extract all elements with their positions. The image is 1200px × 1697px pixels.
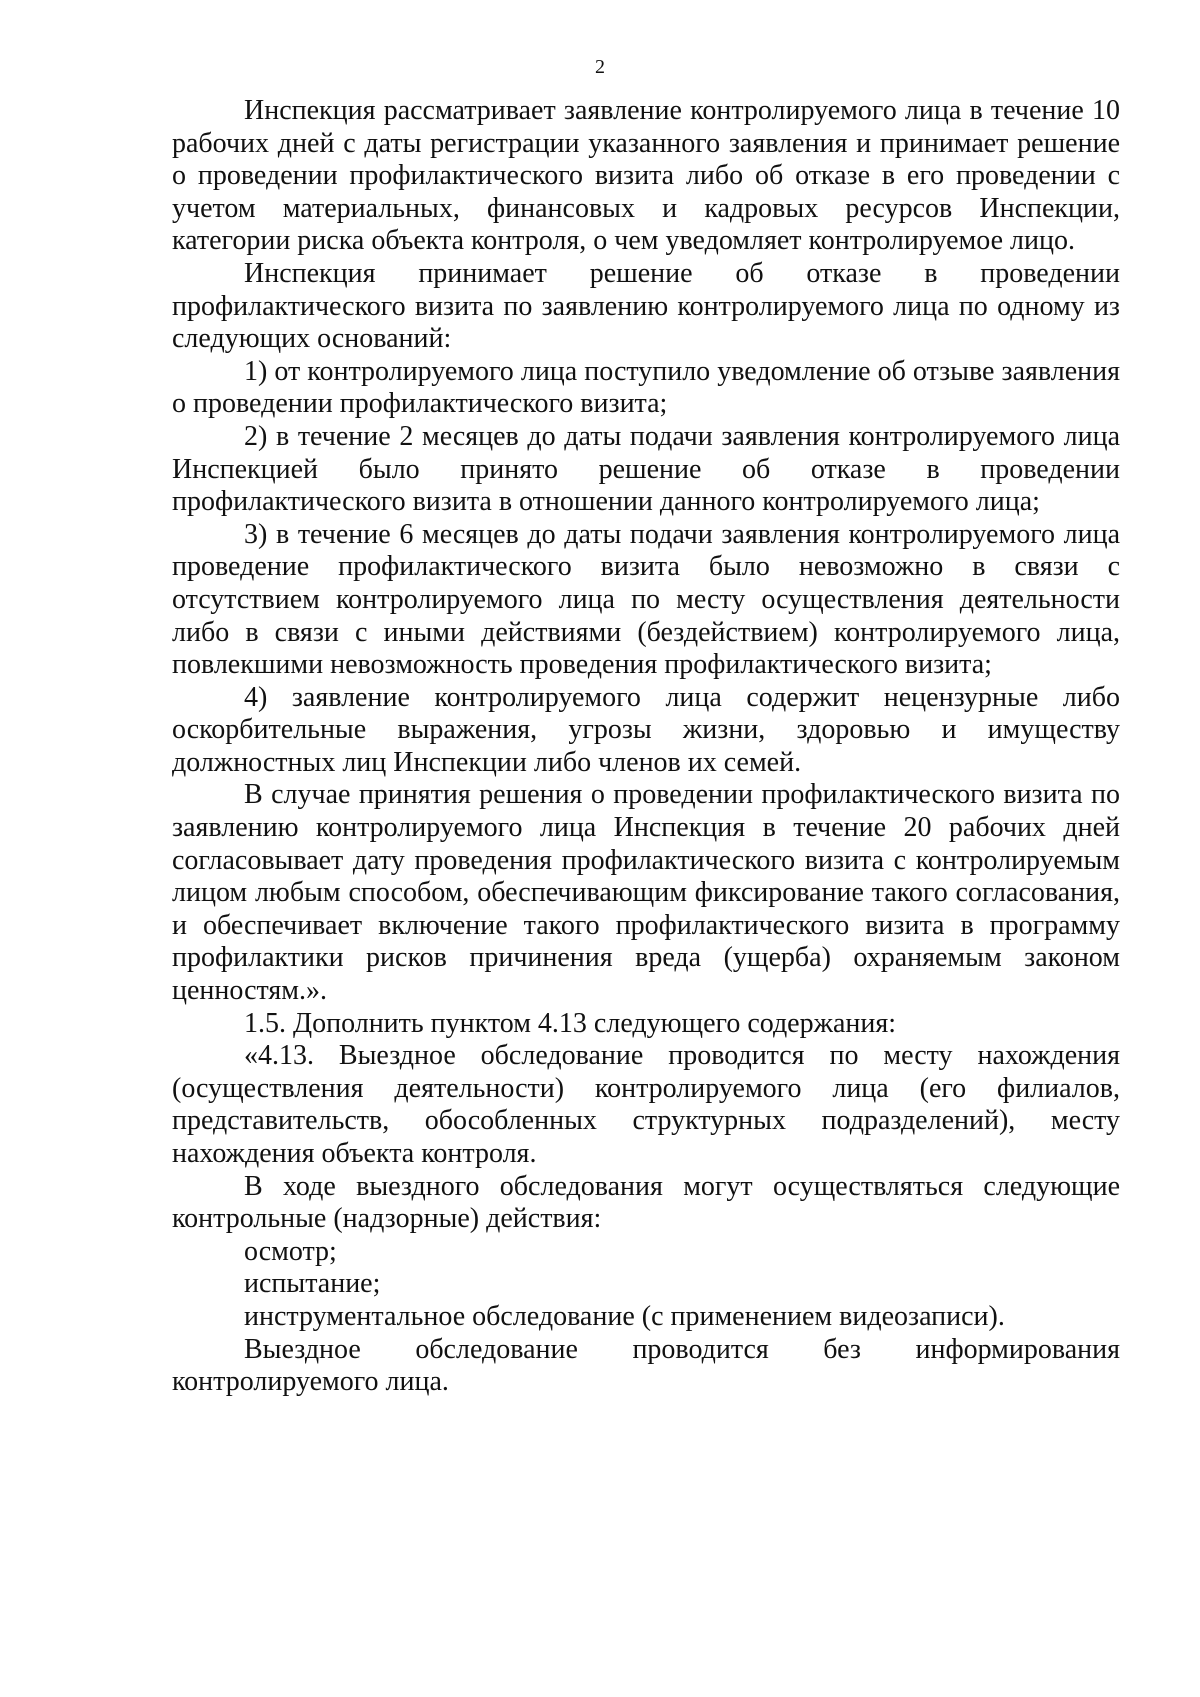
paragraph-review-period: Инспекция рассматривает заявление контролируемого лица в течение 10 рабочих дней с даты регистрации указанного заявления и принимает решение о проведении профилактического визита либо об отказе в его проведении с учетом материальных, финансовых и кадровых ресурсов Инспекции, категории риска объекта контроля, о чем уведомляет контролируемое лицо.: [172, 95, 1120, 257]
paragraph-refusal-grounds-intro: Инспекция принимает решение об отказе в проведении профилактического визита по заявлению контролируемого лица по одному из следующих оснований:: [172, 257, 1120, 355]
paragraph-action-testing: испытание;: [244, 1268, 381, 1300]
paragraph-item-4-13: «4.13. Выездное обследование проводится по месту нахождения (осуществления деятельности) контролируемого лица (его филиалов, представительств, обособленных структурных подразделений), месту нахождения объекта контроля.: [172, 1040, 1120, 1169]
paragraph-amendment-1-5: 1.5. Дополнить пунктом 4.13 следующего содержания:: [244, 1007, 897, 1039]
paragraph-ground-3: 3) в течение 6 месяцев до даты подачи заявления контролируемого лица проведение профилактического визита было невозможно в связи с отсутствием контролируемого лица по месту осуществления деятельности либо в связи с иными действиями (бездействием) контролируемого лица, повлекшими невозможность проведения профилактического визита;: [172, 518, 1120, 681]
paragraph-action-inspection: осмотр;: [244, 1235, 337, 1267]
paragraph-no-notification: Выездное обследование проводится без информирования контролируемого лица.: [172, 1333, 1120, 1398]
document-body: [172, 95, 1120, 1399]
page-number: 2: [595, 56, 605, 78]
paragraph-ground-4: 4) заявление контролируемого лица содержит нецензурные либо оскорбительные выражения, угрозы жизни, здоровью и имуществу должностных лиц Инспекции либо членов их семей.: [172, 681, 1120, 778]
paragraph-visit-approval: В случае принятия решения о проведении профилактического визита по заявлению контролируемого лица Инспекция в течение 20 рабочих дней согласовывает дату проведения профилактического визита с контролируемым лицом любым способом, обеспечивающим фиксирование такого согласования, и обеспечивает включение такого профилактического визита в программу профилактики рисков причинения вреда (ущерба) охраняемым законом ценностям.».: [172, 779, 1120, 1007]
paragraph-ground-2: 2) в течение 2 месяцев до даты подачи заявления контролируемого лица Инспекцией было принято решение об отказе в проведении профилактического визита в отношении данного контролируемого лица;: [172, 420, 1120, 518]
paragraph-ground-1: 1) от контролируемого лица поступило уведомление об отзыве заявления о проведении профилактического визита;: [172, 355, 1120, 420]
paragraph-action-instrumental: инструментальное обследование (с применением видеозаписи).: [244, 1300, 1005, 1332]
paragraph-control-actions-intro: В ходе выездного обследования могут осуществляться следующие контрольные (надзорные) действия:: [172, 1170, 1120, 1235]
